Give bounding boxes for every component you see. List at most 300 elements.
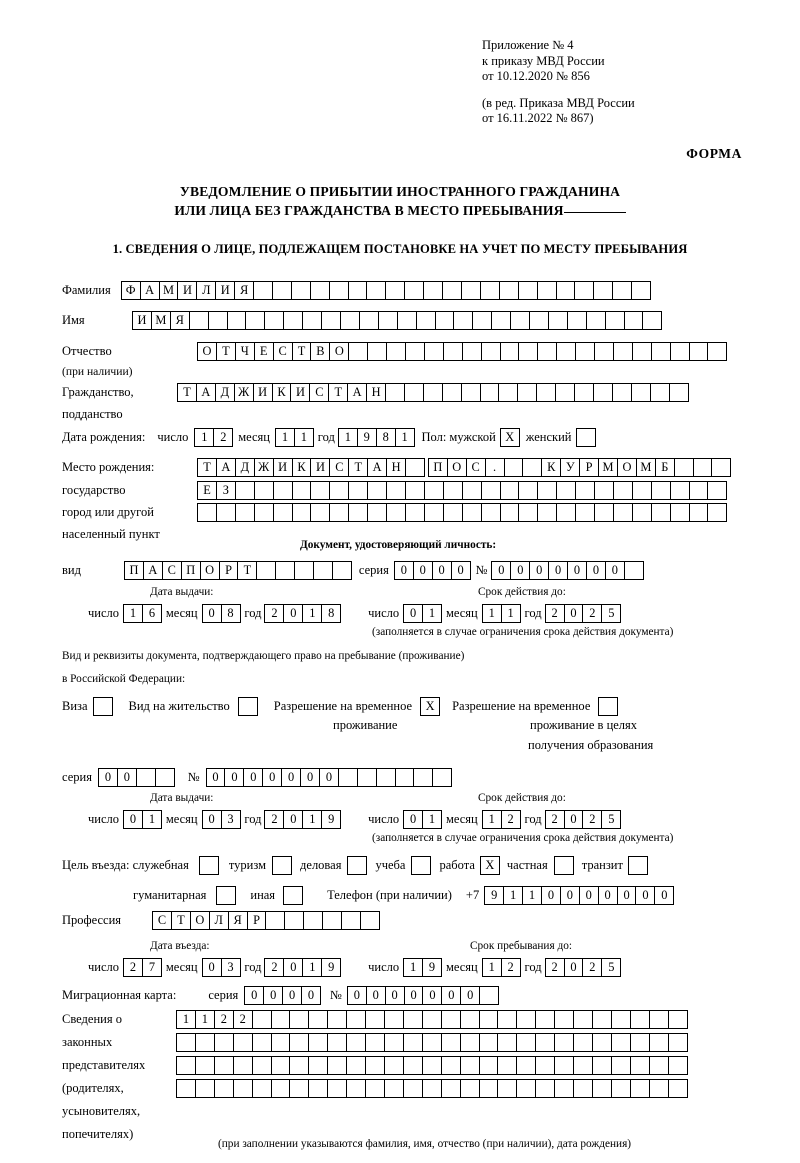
- cell[interactable]: Т: [237, 561, 257, 580]
- cell[interactable]: [195, 1056, 215, 1075]
- cell[interactable]: [574, 281, 594, 300]
- cell[interactable]: 1: [503, 886, 523, 905]
- cell[interactable]: [195, 1079, 215, 1098]
- cell[interactable]: [518, 342, 538, 361]
- cell[interactable]: С: [162, 561, 182, 580]
- cell[interactable]: 0: [301, 986, 321, 1005]
- cell[interactable]: [556, 281, 576, 300]
- cell[interactable]: [651, 503, 671, 522]
- cell[interactable]: [327, 1056, 347, 1075]
- cell[interactable]: 0: [243, 768, 263, 787]
- cell[interactable]: [327, 1079, 347, 1098]
- cell[interactable]: 2: [501, 958, 521, 977]
- cell[interactable]: [376, 768, 396, 787]
- cell[interactable]: 5: [601, 958, 621, 977]
- cell[interactable]: [605, 311, 625, 330]
- birth-city-cells-1[interactable]: [428, 458, 731, 477]
- cell[interactable]: [252, 1033, 272, 1052]
- cell[interactable]: 2: [123, 958, 143, 977]
- cell[interactable]: К: [272, 383, 292, 402]
- cell[interactable]: [537, 342, 557, 361]
- cell[interactable]: [479, 986, 499, 1005]
- cell[interactable]: 0: [564, 810, 584, 829]
- cell[interactable]: [479, 1010, 499, 1029]
- cell[interactable]: [365, 1010, 385, 1029]
- sex-female-checkbox[interactable]: [576, 428, 596, 447]
- cell[interactable]: [593, 383, 613, 402]
- cell[interactable]: И: [132, 311, 152, 330]
- cell[interactable]: [189, 311, 209, 330]
- cell[interactable]: [480, 281, 500, 300]
- cell[interactable]: [535, 1056, 555, 1075]
- cell[interactable]: [422, 1079, 442, 1098]
- cell[interactable]: [707, 481, 727, 500]
- cell[interactable]: 1: [501, 604, 521, 623]
- cell[interactable]: [535, 1033, 555, 1052]
- cell[interactable]: Т: [292, 342, 312, 361]
- cell[interactable]: [310, 481, 330, 500]
- cell[interactable]: [310, 281, 330, 300]
- cell[interactable]: [271, 1010, 291, 1029]
- cell[interactable]: 0: [224, 768, 244, 787]
- cell[interactable]: [479, 1056, 499, 1075]
- birth-day-cells[interactable]: [194, 428, 232, 447]
- cell[interactable]: Р: [579, 458, 599, 477]
- cell[interactable]: [443, 481, 463, 500]
- cell[interactable]: [573, 1079, 593, 1098]
- cell[interactable]: [155, 768, 175, 787]
- cell[interactable]: В: [310, 342, 330, 361]
- doc-valid-year-cells[interactable]: [545, 604, 621, 623]
- cell[interactable]: [321, 311, 341, 330]
- purpose-tourism-checkbox[interactable]: [272, 856, 292, 875]
- cell[interactable]: [611, 1056, 631, 1075]
- cell[interactable]: Т: [348, 458, 368, 477]
- cell[interactable]: [365, 1079, 385, 1098]
- cell[interactable]: 0: [510, 561, 530, 580]
- cell[interactable]: И: [177, 281, 197, 300]
- cell[interactable]: Б: [655, 458, 675, 477]
- cell[interactable]: [422, 1056, 442, 1075]
- cell[interactable]: [245, 311, 265, 330]
- cell[interactable]: [556, 503, 576, 522]
- cell[interactable]: 1: [275, 428, 295, 447]
- stay-valid-month-cells[interactable]: [482, 810, 520, 829]
- cell[interactable]: [292, 481, 312, 500]
- cell[interactable]: М: [636, 458, 656, 477]
- cell[interactable]: [670, 342, 690, 361]
- cell[interactable]: 0: [347, 986, 367, 1005]
- cell[interactable]: Т: [216, 342, 236, 361]
- cell[interactable]: [707, 503, 727, 522]
- cell[interactable]: [670, 481, 690, 500]
- cell[interactable]: И: [215, 281, 235, 300]
- cell[interactable]: Т: [171, 911, 191, 930]
- cell[interactable]: [649, 1010, 669, 1029]
- cell[interactable]: [548, 311, 568, 330]
- cell[interactable]: 2: [264, 958, 284, 977]
- cell[interactable]: [441, 1033, 461, 1052]
- cell[interactable]: [341, 911, 361, 930]
- cell[interactable]: [197, 503, 217, 522]
- cell[interactable]: [233, 1079, 253, 1098]
- cell[interactable]: [500, 481, 520, 500]
- cell[interactable]: [403, 1056, 423, 1075]
- cell[interactable]: 0: [283, 958, 303, 977]
- cell[interactable]: 1: [294, 428, 314, 447]
- cell[interactable]: [348, 481, 368, 500]
- cell[interactable]: [357, 768, 377, 787]
- cell[interactable]: [707, 342, 727, 361]
- cell[interactable]: [327, 1033, 347, 1052]
- cell[interactable]: [271, 1056, 291, 1075]
- cell[interactable]: [322, 911, 342, 930]
- cell[interactable]: 0: [300, 768, 320, 787]
- cell[interactable]: 0: [422, 986, 442, 1005]
- cell[interactable]: [340, 311, 360, 330]
- doc-issue-day-cells[interactable]: [123, 604, 161, 623]
- cell[interactable]: [346, 1010, 366, 1029]
- cell[interactable]: [214, 1056, 234, 1075]
- cell[interactable]: 1: [422, 810, 442, 829]
- cell[interactable]: [423, 281, 443, 300]
- cell[interactable]: 5: [601, 604, 621, 623]
- cell[interactable]: [348, 503, 368, 522]
- cell[interactable]: 0: [366, 986, 386, 1005]
- cell[interactable]: [403, 1079, 423, 1098]
- cell[interactable]: [195, 1033, 215, 1052]
- mig-number-cells[interactable]: [347, 986, 498, 1005]
- cell[interactable]: [384, 1056, 404, 1075]
- cell[interactable]: [554, 1010, 574, 1029]
- cell[interactable]: 0: [605, 561, 625, 580]
- cell[interactable]: 3: [221, 810, 241, 829]
- cell[interactable]: [517, 383, 537, 402]
- cell[interactable]: [365, 1033, 385, 1052]
- cell[interactable]: [366, 281, 386, 300]
- cell[interactable]: 0: [564, 958, 584, 977]
- cell[interactable]: [594, 342, 614, 361]
- cell[interactable]: [265, 911, 285, 930]
- cell[interactable]: 0: [403, 810, 423, 829]
- cell[interactable]: [575, 342, 595, 361]
- cell[interactable]: [573, 1056, 593, 1075]
- cell[interactable]: [424, 481, 444, 500]
- cell[interactable]: 1: [482, 958, 502, 977]
- purpose-study-checkbox[interactable]: [411, 856, 431, 875]
- cell[interactable]: И: [273, 458, 293, 477]
- cell[interactable]: Т: [177, 383, 197, 402]
- purpose-transit-checkbox[interactable]: [628, 856, 648, 875]
- cell[interactable]: [461, 383, 481, 402]
- birth-month-cells[interactable]: [275, 428, 313, 447]
- cell[interactable]: [497, 1079, 517, 1098]
- stay-valid-day-cells[interactable]: [403, 810, 441, 829]
- cell[interactable]: О: [447, 458, 467, 477]
- cell[interactable]: [136, 768, 156, 787]
- cell[interactable]: 0: [319, 768, 339, 787]
- entry-month-cells[interactable]: [202, 958, 240, 977]
- cell[interactable]: 9: [321, 958, 341, 977]
- cell[interactable]: [592, 1033, 612, 1052]
- cell[interactable]: [613, 342, 633, 361]
- cell[interactable]: [498, 383, 518, 402]
- cell[interactable]: [651, 342, 671, 361]
- cell[interactable]: [649, 1079, 669, 1098]
- cell[interactable]: М: [151, 311, 171, 330]
- cell[interactable]: Ф: [121, 281, 141, 300]
- cell[interactable]: [227, 311, 247, 330]
- cell[interactable]: [586, 311, 606, 330]
- cell[interactable]: И: [310, 458, 330, 477]
- cell[interactable]: [497, 1010, 517, 1029]
- doc-series-cells[interactable]: [394, 561, 470, 580]
- cell[interactable]: Я: [170, 311, 190, 330]
- cell[interactable]: 0: [98, 768, 118, 787]
- cell[interactable]: [441, 1056, 461, 1075]
- cell[interactable]: [555, 383, 575, 402]
- cell[interactable]: С: [466, 458, 486, 477]
- cell[interactable]: О: [197, 342, 217, 361]
- cell[interactable]: 2: [582, 810, 602, 829]
- cell[interactable]: 8: [221, 604, 241, 623]
- cell[interactable]: Н: [386, 458, 406, 477]
- cell[interactable]: [592, 1010, 612, 1029]
- cell[interactable]: Д: [215, 383, 235, 402]
- legal-rep-cells-row-4[interactable]: [176, 1079, 686, 1098]
- cell[interactable]: [289, 1010, 309, 1029]
- cell[interactable]: 0: [541, 886, 561, 905]
- cell[interactable]: 0: [441, 986, 461, 1005]
- entry-year-cells[interactable]: [264, 958, 340, 977]
- cell[interactable]: 0: [123, 810, 143, 829]
- cell[interactable]: [630, 1056, 650, 1075]
- cell[interactable]: 0: [283, 810, 303, 829]
- cell[interactable]: 1: [195, 1010, 215, 1029]
- birth-city-cells-3[interactable]: [197, 503, 726, 522]
- cell[interactable]: [435, 311, 455, 330]
- cell[interactable]: И: [253, 383, 273, 402]
- cell[interactable]: [462, 342, 482, 361]
- doc-valid-day-cells[interactable]: [403, 604, 441, 623]
- cell[interactable]: [397, 311, 417, 330]
- cell[interactable]: [630, 1033, 650, 1052]
- cell[interactable]: 5: [601, 810, 621, 829]
- cell[interactable]: 1: [302, 810, 322, 829]
- cell[interactable]: 0: [564, 604, 584, 623]
- cell[interactable]: [630, 1079, 650, 1098]
- cell[interactable]: [360, 911, 380, 930]
- cell[interactable]: [294, 561, 314, 580]
- cell[interactable]: 2: [545, 604, 565, 623]
- cell[interactable]: [556, 481, 576, 500]
- cell[interactable]: [348, 281, 368, 300]
- cell[interactable]: [308, 1010, 328, 1029]
- cell[interactable]: 2: [213, 428, 233, 447]
- cell[interactable]: [453, 311, 473, 330]
- cell[interactable]: [405, 458, 425, 477]
- cell[interactable]: [631, 383, 651, 402]
- cell[interactable]: У: [560, 458, 580, 477]
- cell[interactable]: [461, 281, 481, 300]
- cell[interactable]: [630, 1010, 650, 1029]
- cell[interactable]: 2: [545, 958, 565, 977]
- cell[interactable]: 9: [357, 428, 377, 447]
- cell[interactable]: [689, 342, 709, 361]
- cell[interactable]: [310, 503, 330, 522]
- cell[interactable]: [650, 383, 670, 402]
- cell[interactable]: [404, 383, 424, 402]
- cell[interactable]: [554, 1079, 574, 1098]
- cell[interactable]: [516, 1033, 536, 1052]
- cell[interactable]: [443, 342, 463, 361]
- cell[interactable]: [479, 1079, 499, 1098]
- cell[interactable]: [264, 311, 284, 330]
- cell[interactable]: [233, 1033, 253, 1052]
- entry-day-cells[interactable]: [123, 958, 161, 977]
- cell[interactable]: 1: [395, 428, 415, 447]
- cell[interactable]: [422, 1010, 442, 1029]
- stay-until-year-cells[interactable]: [545, 958, 621, 977]
- cell[interactable]: [313, 561, 333, 580]
- citizenship-cells[interactable]: [177, 383, 687, 402]
- cell[interactable]: [554, 1056, 574, 1075]
- cell[interactable]: [424, 503, 444, 522]
- cell[interactable]: [348, 342, 368, 361]
- cell[interactable]: 2: [582, 958, 602, 977]
- cell[interactable]: [303, 911, 323, 930]
- cell[interactable]: 2: [582, 604, 602, 623]
- cell[interactable]: Я: [234, 281, 254, 300]
- cell[interactable]: [176, 1033, 196, 1052]
- cell[interactable]: [235, 503, 255, 522]
- cell[interactable]: 0: [202, 604, 222, 623]
- cell[interactable]: [338, 768, 358, 787]
- cell[interactable]: [611, 1010, 631, 1029]
- cell[interactable]: 0: [283, 604, 303, 623]
- cell[interactable]: 0: [117, 768, 137, 787]
- purpose-service-checkbox[interactable]: [199, 856, 219, 875]
- cell[interactable]: 0: [654, 886, 674, 905]
- cell[interactable]: [275, 561, 295, 580]
- mig-series-cells[interactable]: [244, 986, 320, 1005]
- cell[interactable]: [573, 1010, 593, 1029]
- cell[interactable]: 0: [529, 561, 549, 580]
- stay-number-cells[interactable]: [206, 768, 452, 787]
- cell[interactable]: А: [143, 561, 163, 580]
- cell[interactable]: [329, 281, 349, 300]
- cell[interactable]: 1: [142, 810, 162, 829]
- cell[interactable]: 7: [142, 958, 162, 977]
- cell[interactable]: 1: [482, 604, 502, 623]
- cell[interactable]: [611, 1079, 631, 1098]
- cell[interactable]: 2: [501, 810, 521, 829]
- doc-issue-month-cells[interactable]: [202, 604, 240, 623]
- cell[interactable]: 0: [635, 886, 655, 905]
- purpose-other-checkbox[interactable]: [283, 886, 303, 905]
- cell[interactable]: 2: [264, 604, 284, 623]
- doc-issue-year-cells[interactable]: [264, 604, 340, 623]
- cell[interactable]: О: [200, 561, 220, 580]
- cell[interactable]: 0: [404, 986, 424, 1005]
- cell[interactable]: 0: [244, 986, 264, 1005]
- cell[interactable]: [518, 503, 538, 522]
- cell[interactable]: 0: [202, 958, 222, 977]
- cell[interactable]: 0: [206, 768, 226, 787]
- cell[interactable]: [481, 481, 501, 500]
- cell[interactable]: [346, 1079, 366, 1098]
- stay-until-day-cells[interactable]: [403, 958, 441, 977]
- cell[interactable]: 0: [491, 561, 511, 580]
- cell[interactable]: 2: [214, 1010, 234, 1029]
- birth-city-cells-2[interactable]: [197, 481, 726, 500]
- cell[interactable]: 1: [123, 604, 143, 623]
- cell[interactable]: И: [290, 383, 310, 402]
- stay-issue-month-cells[interactable]: [202, 810, 240, 829]
- cell[interactable]: [176, 1079, 196, 1098]
- cell[interactable]: [385, 281, 405, 300]
- cell[interactable]: [497, 1056, 517, 1075]
- cell[interactable]: [413, 768, 433, 787]
- cell[interactable]: [481, 503, 501, 522]
- cell[interactable]: [424, 342, 444, 361]
- cell[interactable]: 0: [567, 561, 587, 580]
- cell[interactable]: [443, 503, 463, 522]
- cell[interactable]: [479, 1033, 499, 1052]
- cell[interactable]: [253, 281, 273, 300]
- cell[interactable]: [556, 342, 576, 361]
- cell[interactable]: [481, 342, 501, 361]
- cell[interactable]: [472, 311, 492, 330]
- birth-state-cells[interactable]: [197, 458, 424, 477]
- cell[interactable]: [536, 383, 556, 402]
- cell[interactable]: [432, 768, 452, 787]
- cell[interactable]: [500, 503, 520, 522]
- name-cells[interactable]: [132, 311, 661, 330]
- sex-male-checkbox[interactable]: X: [500, 428, 520, 447]
- cell[interactable]: [522, 458, 542, 477]
- cell[interactable]: [416, 311, 436, 330]
- cell[interactable]: [422, 1033, 442, 1052]
- cell[interactable]: [668, 1033, 688, 1052]
- stay-issue-day-cells[interactable]: [123, 810, 161, 829]
- cell[interactable]: [346, 1056, 366, 1075]
- cell[interactable]: 9: [422, 958, 442, 977]
- cell[interactable]: [593, 281, 613, 300]
- cell[interactable]: Ж: [254, 458, 274, 477]
- cell[interactable]: Н: [366, 383, 386, 402]
- cell[interactable]: 0: [281, 768, 301, 787]
- cell[interactable]: А: [140, 281, 160, 300]
- stay-issue-year-cells[interactable]: [264, 810, 340, 829]
- cell[interactable]: О: [617, 458, 637, 477]
- cell[interactable]: [273, 503, 293, 522]
- cell[interactable]: 0: [403, 604, 423, 623]
- cell[interactable]: [308, 1033, 328, 1052]
- cell[interactable]: 1: [302, 958, 322, 977]
- cell[interactable]: [594, 481, 614, 500]
- cell[interactable]: [283, 311, 303, 330]
- cell[interactable]: К: [292, 458, 312, 477]
- cell[interactable]: С: [309, 383, 329, 402]
- cell[interactable]: [367, 342, 387, 361]
- cell[interactable]: [689, 481, 709, 500]
- purpose-humanitarian-checkbox[interactable]: [216, 886, 236, 905]
- cell[interactable]: 3: [221, 958, 241, 977]
- cell[interactable]: [289, 1033, 309, 1052]
- cell[interactable]: 1: [482, 810, 502, 829]
- cell[interactable]: [386, 342, 406, 361]
